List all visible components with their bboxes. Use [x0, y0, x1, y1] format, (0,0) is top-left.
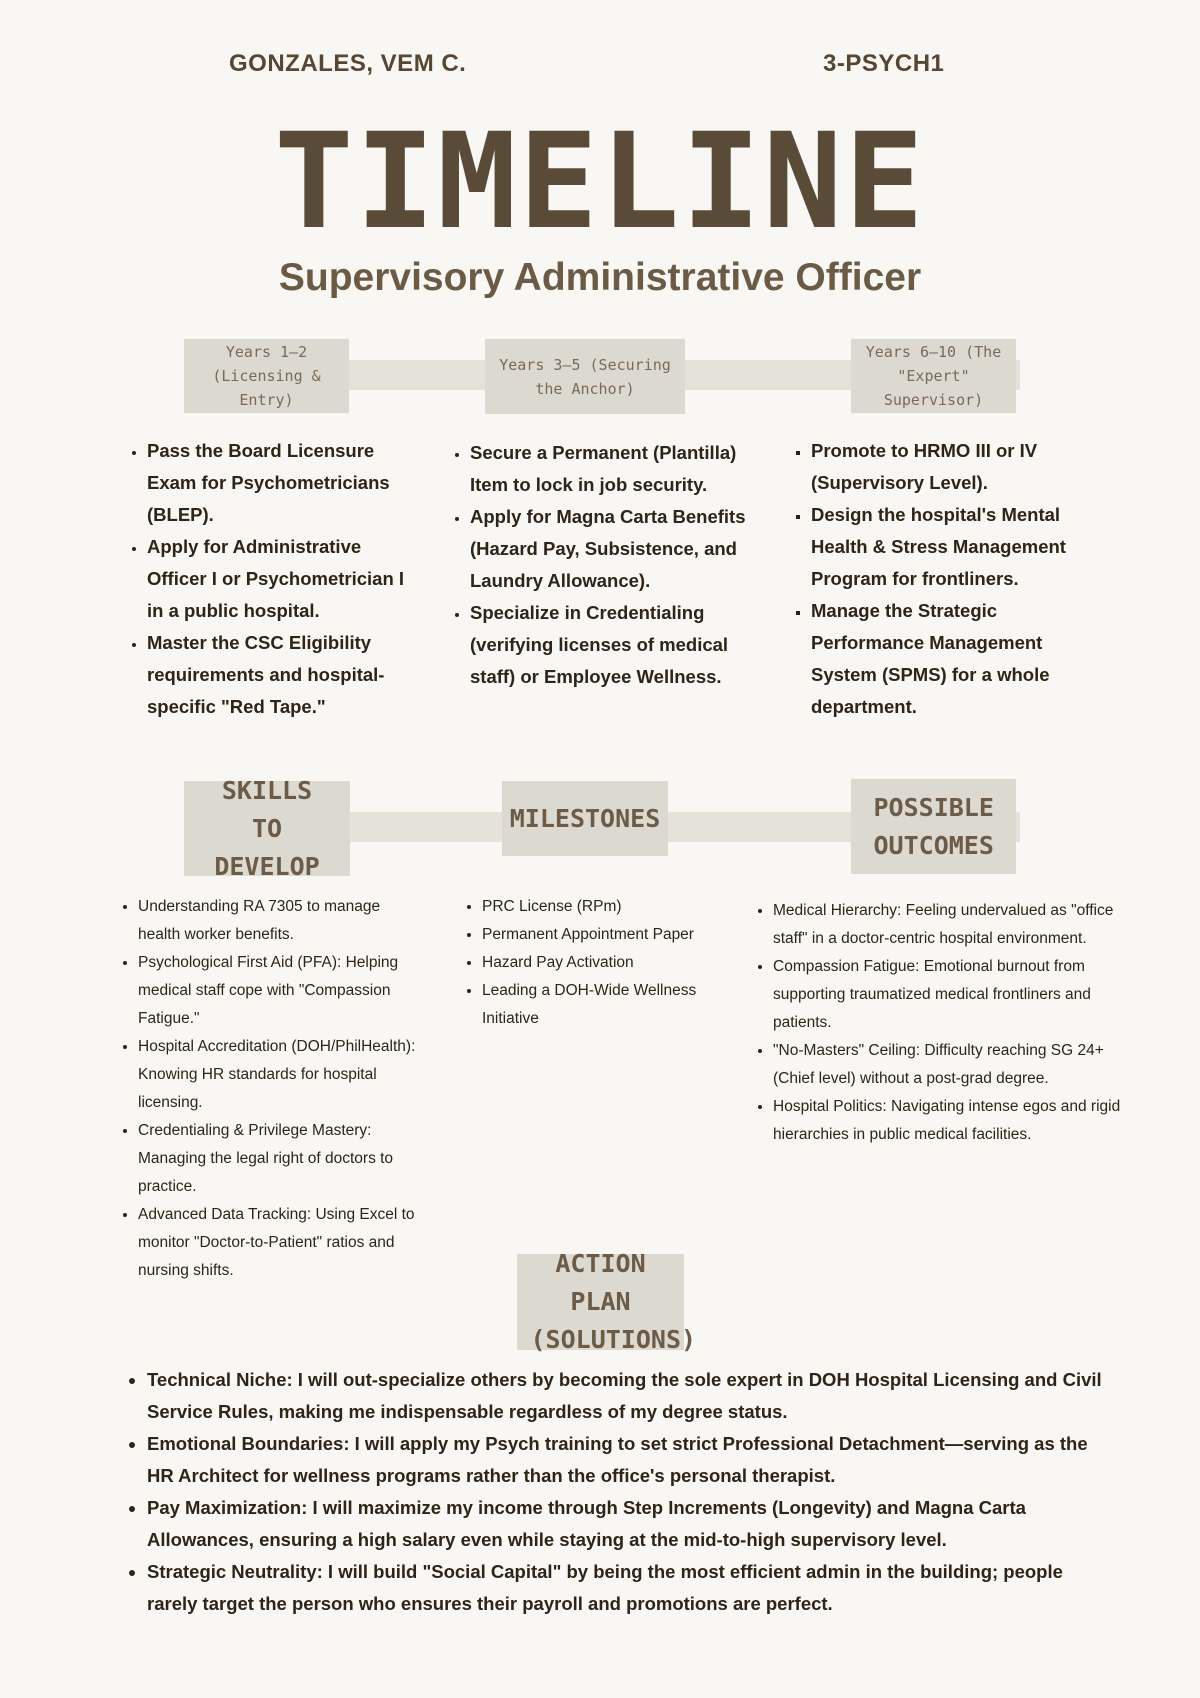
list-item: • Hospital Accreditation (DOH/PhilHealth): Knowing HR standards for hospital licensing. — [138, 1033, 426, 1117]
outcomes-box — [851, 779, 1016, 874]
list-item: • Hazard Pay Activation — [482, 949, 740, 977]
timeline-list-years-1-2 — [125, 435, 425, 723]
action-plan-list — [125, 1364, 1115, 1620]
list-item: • PRC License (RPm) — [482, 893, 740, 921]
milestones-box: MILESTONES — [502, 781, 668, 856]
list-item: • Strategic Neutrality: I will build "Social Capital" by being the most efficient admin in the building; people rarely target the person who ensures their payroll and promotions are perfect. — [147, 1556, 1115, 1620]
list-item: • Secure a Permanent (Plantilla) Item to lock in job security. — [470, 437, 748, 501]
list-item: • Specialize in Credentialing (verifying licenses of medical staff) or Employee Wellness. — [470, 597, 748, 693]
list-item: • Emotional Boundaries: I will apply my Psych training to set strict Professional Detachment—serving as the HR Architect for wellness programs rather than the office's personal therapist. — [147, 1428, 1115, 1492]
page-subtitle: Supervisory Administrative Officer — [278, 256, 922, 299]
list-item: • Psychological First Aid (PFA): Helping medical staff cope with "Compassion Fatigue." — [138, 949, 426, 1033]
list-item: • "No-Masters" Ceiling: Difficulty reaching SG 24+ (Chief level) without a post-grad degree. — [773, 1037, 1131, 1093]
timeline-list-years-6-10 — [789, 435, 1079, 723]
class-section: 3-PSYCH1 — [823, 50, 945, 77]
page-title: TIMELINE — [274, 105, 926, 259]
list-item: • Understanding RA 7305 to manage health worker benefits. — [138, 893, 426, 949]
skills-list — [116, 893, 426, 1285]
milestones-list — [460, 893, 740, 1033]
list-item: • Medical Hierarchy: Feeling undervalued as "office staff" in a doctor-centric hospital environment. — [773, 897, 1131, 953]
list-item: • Hospital Politics: Navigating intense egos and rigid hierarchies in public medical facilities. — [773, 1093, 1131, 1149]
list-item: • Pass the Board Licensure Exam for Psychometricians (BLEP). — [147, 435, 425, 531]
outcomes-label: POSSIBLE OUTCOMES — [873, 792, 994, 860]
list-item: ▪ Promote to HRMO III or IV (Supervisory Level). — [811, 435, 1079, 499]
list-item: • Permanent Appointment Paper — [482, 921, 740, 949]
timeline-box-years-1-2: Years 1–2 (Licensing & Entry) — [184, 339, 349, 413]
list-item: ▪ Design the hospital's Mental Health & Stress Management Program for frontliners. — [811, 499, 1079, 595]
list-item: • Leading a DOH-Wide Wellness Initiative — [482, 977, 740, 1033]
timeline-box-years-3-5: Years 3–5 (Securing the Anchor) — [485, 339, 685, 414]
action-plan-label: ACTION PLAN (SOLUTIONS) — [530, 1249, 697, 1354]
list-item: • Credentialing & Privilege Mastery: Managing the legal right of doctors to practice. — [138, 1117, 426, 1201]
list-item: • Master the CSC Eligibility requirements and hospital-specific "Red Tape." — [147, 627, 425, 723]
list-item: • Pay Maximization: I will maximize my income through Step Increments (Longevity) and Magna Carta Allowances, ensuring a high salary even while staying at the mid-to-high supervisory level. — [147, 1492, 1115, 1556]
timeline-box-years-6-10: Years 6–10 (The "Expert" Supervisor) — [851, 339, 1016, 413]
student-name: GONZALES, VEM C. — [229, 50, 467, 77]
timeline-list-years-3-5 — [448, 437, 748, 693]
skills-box — [184, 775, 350, 881]
list-item: • Technical Niche: I will out-specialize others by becoming the sole expert in DOH Hospital Licensing and Civil Service Rules, making me indispensable regardless of my degree status. — [147, 1364, 1115, 1428]
action-plan-box — [517, 1249, 697, 1354]
skills-label: SKILLS TO DEVELOP — [214, 775, 320, 881]
list-item: • Apply for Administrative Officer I or Psychometrician I in a public hospital. — [147, 531, 425, 627]
outcomes-list — [751, 897, 1131, 1149]
list-item: ▪ Manage the Strategic Performance Management System (SPMS) for a whole department. — [811, 595, 1079, 723]
list-item: • Compassion Fatigue: Emotional burnout from supporting traumatized medical frontliners and patients. — [773, 953, 1131, 1037]
list-item: • Advanced Data Tracking: Using Excel to monitor "Doctor-to-Patient" ratios and nursing shifts. — [138, 1201, 426, 1285]
list-item: • Apply for Magna Carta Benefits (Hazard Pay, Subsistence, and Laundry Allowance). — [470, 501, 748, 597]
